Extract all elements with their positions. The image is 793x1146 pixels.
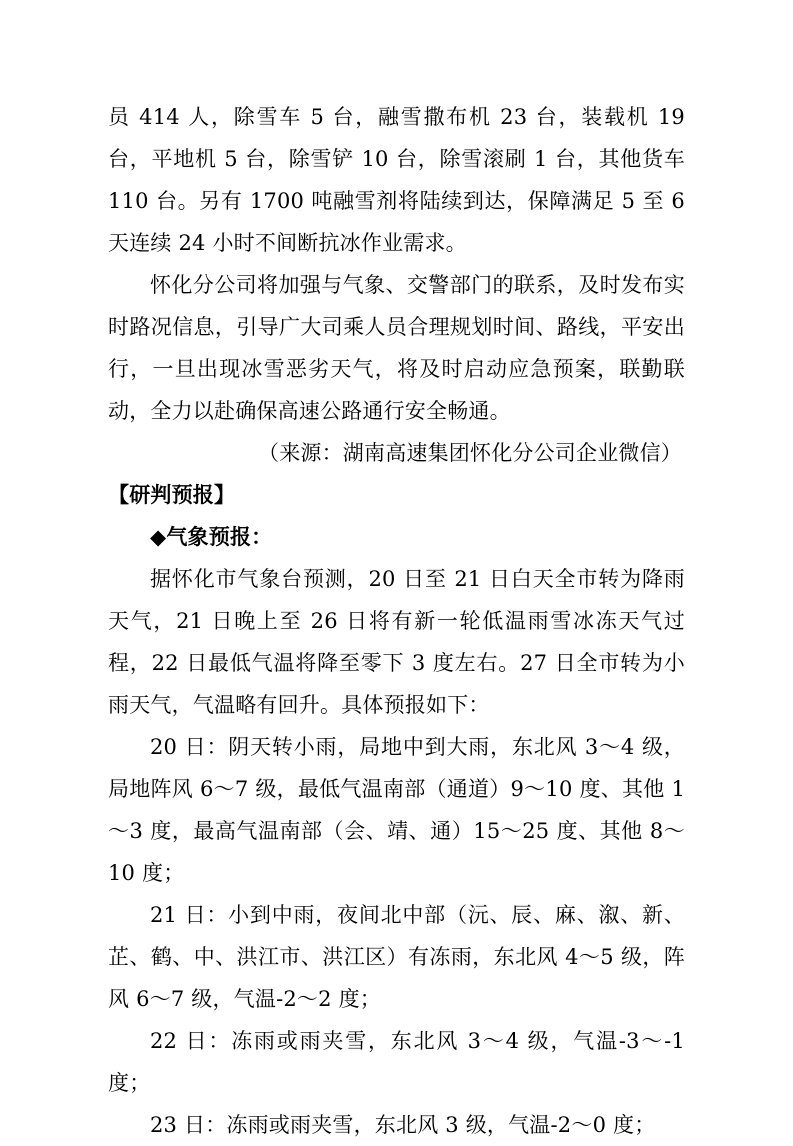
para-huaihua-branch: 怀化分公司将加强与气象、交警部门的联系，及时发布实时路况信息，引导广大司乘人员合理规划时间、路线，平安出行，一旦出现冰雪恶劣天气，将及时启动应急预案，联勤联动，全力以赴确保高速公路通行安全畅通。 [108,273,685,423]
para-equipment: 员 414 人，除雪车 5 台，融雪撒布机 23 台，装载机 19 台，平地机 5 台，除雪铲 10 台，除雪滚刷 1 台，其他货车 110 台。另有 1700 吨融雪剂将陆续到达，保障满足 5 至 6 天连续 24 小时不间断抗冰作业需求。 [108,105,685,255]
para-day-23: 23 日：冻雨或雨夹雪，东北风 3 级，气温-2～0 度； [150,1113,656,1137]
heading-forecast: 【研判预报】 [108,482,236,507]
para-source: （来源：湖南高速集团怀化分公司企业微信） [258,441,682,465]
document-body [108,96,685,1146]
para-day-22: 22 日：冻雨或雨夹雪，东北风 3～4 级，气温-3～-1 度； [108,1029,685,1095]
para-day-20: 20 日：阴天转小雨，局地中到大雨，东北风 3～4 级，局地阵风 6～7 级，最低气温南部（通道）9～10 度、其他 1～3 度，最高气温南部（会、靖、通）15～25 度、其他 8～10 度； [108,735,685,885]
heading-weather-forecast: ◆气象预报： [150,524,273,549]
para-day-21: 21 日：小到中雨，夜间北中部（沅、辰、麻、溆、新、芷、鹤、中、洪江市、洪江区）有冻雨，东北风 4～5 级，阵风 6～7 级，气温-2～2 度； [108,903,685,1011]
para-forecast-summary: 据怀化市气象台预测，20 日至 21 日白天全市转为降雨天气，21 日晚上至 26 日将有新一轮低温雨雪冰冻天气过程，22 日最低气温将降至零下 3 度左右。27 日全市转为小雨天气，气温略有回升。具体预报如下： [108,567,685,717]
